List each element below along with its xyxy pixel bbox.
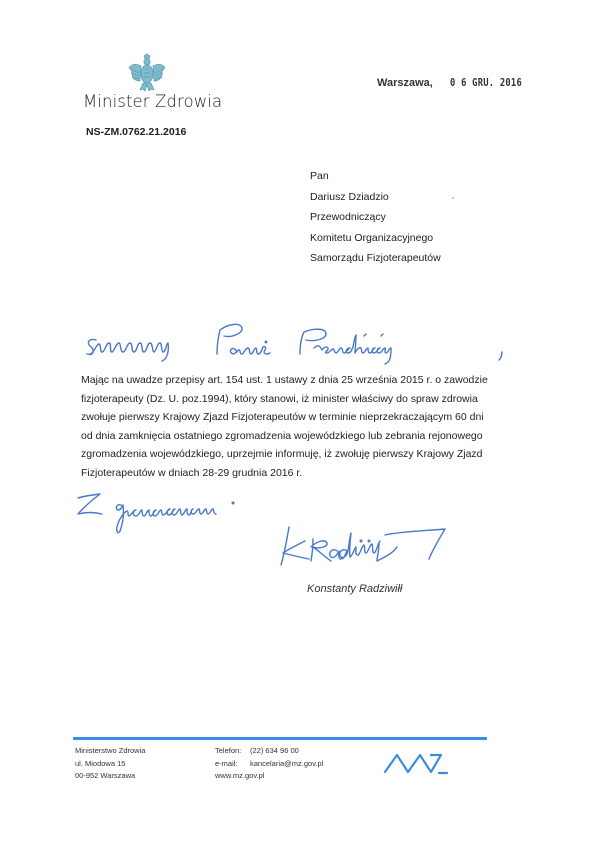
recipient-line: Komitetu Organizacyjnego: [310, 231, 434, 244]
email-link[interactable]: kancelaria@mz.gov.pl: [250, 758, 324, 768]
recipient-address: [310, 166, 441, 269]
recipient-line: Przewodniczący: [310, 211, 386, 223]
body-line: od dnia zamknięcia ostatniego zgromadzenia wojewódzkiego lub zebrania rejonowego: [81, 429, 483, 442]
ministry-name: Minister Zdrowia: [83, 92, 223, 111]
date-stamp: 0 6 GRU. 2016: [450, 76, 522, 89]
signer-name: Konstanty Radziwiłł: [307, 583, 403, 595]
handwritten-closing: [70, 488, 290, 538]
eagle-emblem-icon: [128, 53, 166, 93]
mz-logo-icon: [383, 747, 463, 777]
body-line: zwołuje pierwszy Krajowy Zjazd Fizjoterapeutów w terminie nieprzekraczającym 60 dni: [81, 411, 484, 423]
handwritten-salutation: [82, 318, 522, 370]
scan-speck: [452, 197, 454, 199]
footer-address-line: Ministerstwo Zdrowia: [75, 746, 146, 755]
body-line: zgromadzenia wojewódzkiego, uprzejmie informuję, iż zwołuję pierwszy Krajowy Zjazd: [81, 448, 483, 460]
footer-divider: [73, 737, 487, 740]
email-label: e-mail:: [215, 758, 238, 768]
place-of-issue: Warszawa,: [377, 77, 433, 89]
letter-body: [81, 371, 501, 482]
phone-label: Telefon:: [215, 746, 242, 755]
handwritten-signature: [265, 515, 485, 575]
recipient-line: Dariusz Dziadzio: [310, 190, 389, 203]
footer-phone-row: [215, 745, 323, 758]
footer-contact: [215, 745, 323, 783]
phone-value: (22) 634 96 00: [250, 746, 299, 755]
body-line: fizjoterapeuty (Dz. U. poz.1994), który stanowi, iż minister właściwy do spraw zdrowia: [81, 392, 478, 405]
footer-email-row: [215, 758, 323, 771]
footer-address-line: ul. Miodowa 15: [75, 758, 126, 768]
footer-web-row: [215, 770, 323, 783]
body-line: Mając na uwadze przepisy art. 154 ust. 1 ustawy z dnia 25 września 2015 r. o zawodzie: [81, 374, 488, 386]
body-line: Fizjoterapeutów w dniach 28-29 grudnia 2016 r.: [81, 466, 303, 479]
recipient-line: Pan: [310, 170, 329, 182]
footer-address-line: 00-952 Warszawa: [75, 771, 136, 780]
footer-address: [75, 745, 145, 783]
reference-number: NS-ZM.0762.21.2016: [86, 126, 187, 138]
recipient-line: Samorządu Fizjoterapeutów: [310, 252, 441, 264]
website-link[interactable]: www.mz.gov.pl: [215, 771, 265, 780]
